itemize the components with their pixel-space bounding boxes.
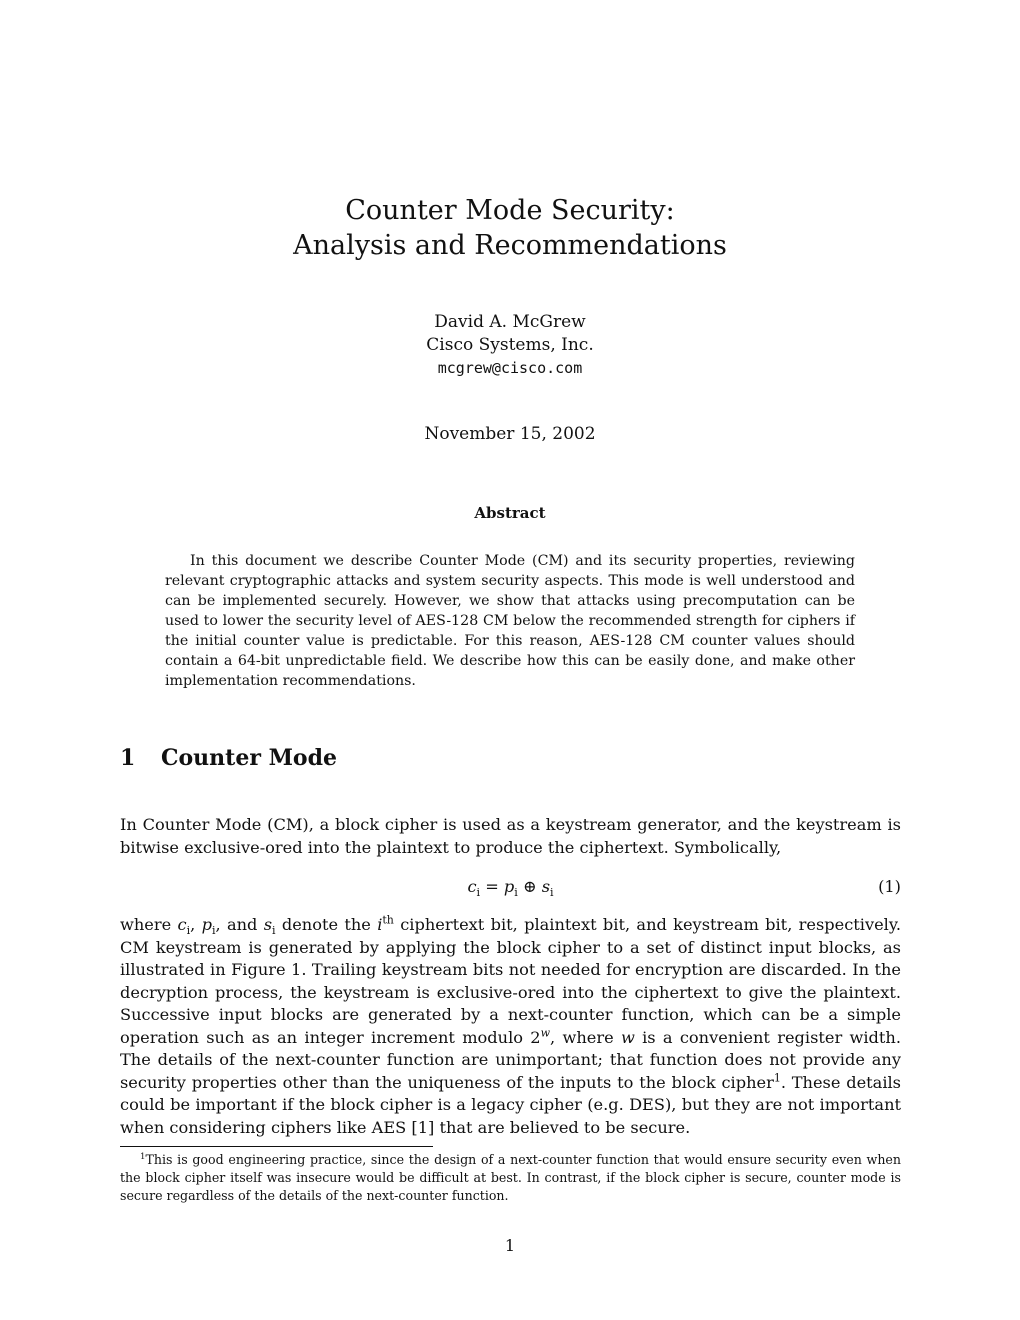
- equation-var-p: p: [503, 877, 515, 896]
- footnote-marker[interactable]: 1: [773, 1071, 781, 1085]
- math-sub: i: [211, 924, 216, 938]
- equation-number: (1): [878, 877, 901, 896]
- text-span: ,: [190, 915, 202, 934]
- math-sub: i: [272, 924, 276, 938]
- footnote-rule: [120, 1146, 433, 1147]
- math-var: w: [540, 1026, 551, 1040]
- section-number: 1: [120, 745, 136, 771]
- footnote-mark: 1: [140, 1151, 146, 1162]
- author-name: David A. McGrew: [434, 312, 586, 332]
- math-var: s: [263, 915, 273, 934]
- math-var: p: [201, 915, 212, 934]
- section-paragraph-1: In Counter Mode (CM), a block cipher is used as a keystream generator, and the keystream is bitwise exclusive-ored into the plaintext to produce the ciphertext. Symbolically,: [120, 815, 901, 857]
- footnote-text: This is good engineering practice, since the design of a next-counter function that would ensure security even when the block cipher itself was insecure would be difficult at best. In contrast, if the block cipher is secure, counter mode is secure regardless of the details of the next-counter function.: [120, 1152, 901, 1203]
- text-span: . These details could be important if the block cipher is a legacy cipher (e.g. DES), but they are not important when considering ciphers like AES [1] that are believed to be secure.: [120, 1072, 901, 1137]
- footnote: [120, 1151, 901, 1205]
- equation-xor-operator: ⊕: [517, 877, 542, 896]
- text-span: ciphertext bit, plaintext bit, and keystream bit, respectively. CM keystream is generated by applying the block cipher to a set of distinct input blocks, as illustrated in Figure 1. Trailing keystream bits not needed for encryption are discarded. In the decryption process, the keystream is exclusive-ored into the ciphertext to give the plaintext. Successive input blocks are generated by a next-counter function, which can be a simple operation such as an integer increment modulo 2: [120, 915, 902, 1047]
- math-var: i: [377, 915, 383, 934]
- equation-sub: i: [476, 886, 481, 900]
- equation-sub: i: [550, 886, 554, 900]
- title-line-1: Counter Mode Security:: [345, 195, 675, 226]
- math-var: c: [177, 915, 187, 934]
- section-heading: [120, 743, 337, 773]
- abstract-heading: Abstract: [474, 504, 546, 522]
- author-affiliation: Cisco Systems, Inc.: [426, 335, 594, 355]
- section-title: Counter Mode: [161, 745, 337, 771]
- author-email: mcgrew@cisco.com: [437, 359, 583, 377]
- text-span: where: [120, 915, 178, 934]
- math-sub: i: [186, 924, 191, 938]
- text-span: denote the: [275, 915, 378, 934]
- author-block: [0, 311, 1020, 380]
- text-span: , where: [550, 1027, 621, 1047]
- paper-date: November 15, 2002: [424, 424, 596, 444]
- text-span: is a convenient register width. The details of the next-counter function are unimportant; that function does not provide any security properties other than the uniqueness of the inputs to the block cipher: [120, 1027, 901, 1092]
- math-sup: th: [382, 913, 394, 927]
- page-number: 1: [504, 1236, 516, 1255]
- equation-sub: i: [514, 886, 518, 900]
- equation-body: [120, 875, 901, 899]
- section-paragraph-2: [120, 914, 901, 1139]
- equation-equals: =: [480, 877, 504, 896]
- paper-title: [0, 193, 1020, 263]
- title-line-2: Analysis and Recommendations: [293, 230, 727, 261]
- equation-var-c: c: [467, 877, 477, 896]
- abstract-text: In this document we describe Counter Mode (CM) and its security properties, reviewing relevant cryptographic attacks and system security aspects. This mode is well understood and can be implemented securely. However, we show that attacks using precomputation can be used to lower the security level of AES-128 CM below the recommended strength for ciphers if the initial counter value is predictable. For this reason, AES-128 CM counter values should contain a 64-bit unpredictable field. We describe how this can be easily done, and make other implementation recommendations.: [165, 553, 855, 689]
- equation-var-s: s: [541, 877, 550, 896]
- text-span: , and: [215, 915, 264, 934]
- math-var: w: [620, 1027, 635, 1047]
- equation-1: [120, 875, 901, 899]
